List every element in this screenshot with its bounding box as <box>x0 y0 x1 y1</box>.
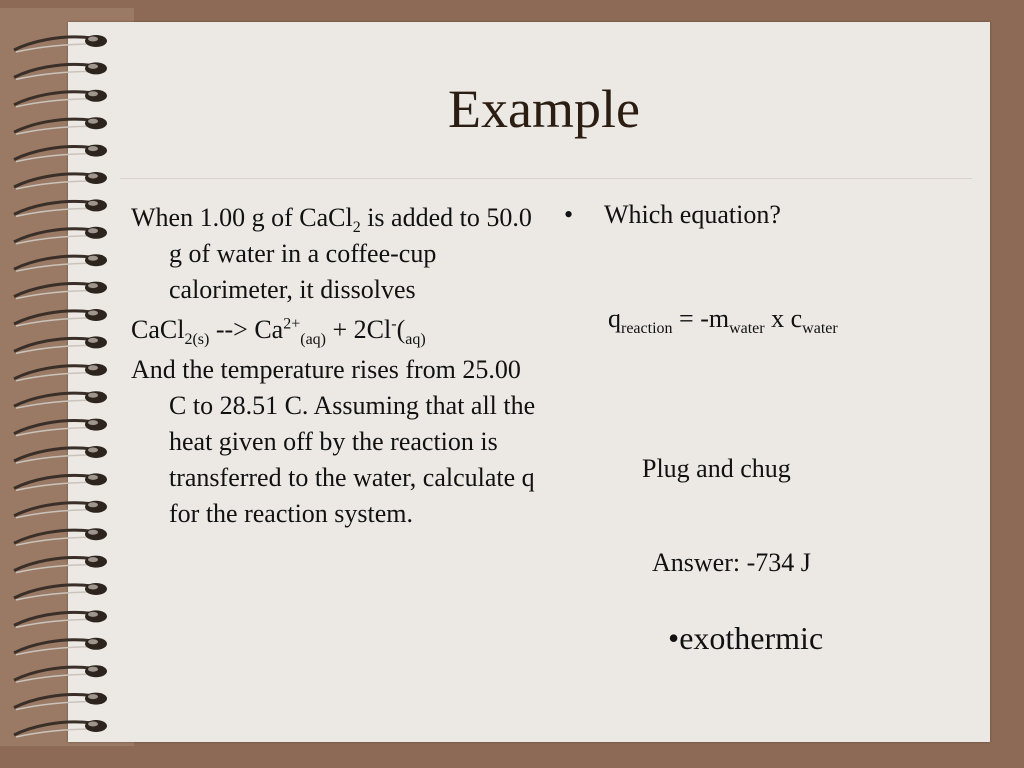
binding-ring <box>14 665 107 682</box>
binding-ring <box>14 446 107 463</box>
binding-ring <box>14 638 107 655</box>
binding-ring <box>14 720 107 737</box>
binding-ring <box>14 254 107 271</box>
binding-ring <box>14 172 107 189</box>
binding-ring <box>14 391 107 408</box>
problem-intro: When 1.00 g of CaCl$_2$ is added to 50.0 g of water in a coffee-cup calorimeter, it dissolves <box>131 203 532 304</box>
plug-and-chug-text: Plug and chug <box>642 454 791 483</box>
dissolution-equation: CaCl$_{2(s)}$ --> $Ca^{2+}_{(aq)} + 2Cl^-(_{aq)}$ <box>131 315 426 349</box>
binding-ring <box>14 282 107 299</box>
binding-ring <box>14 610 107 627</box>
title-divider <box>120 178 972 179</box>
binding-ring <box>14 419 107 436</box>
binding-ring <box>14 528 107 545</box>
binding-ring <box>14 556 107 573</box>
binding-ring <box>14 309 107 326</box>
binding-ring <box>14 35 107 52</box>
binding-ring <box>14 473 107 490</box>
exothermic-text: •exothermic <box>668 620 824 656</box>
binding-ring <box>14 693 107 710</box>
problem-text <box>131 200 541 536</box>
answer-text: Answer: -734 J <box>652 548 811 577</box>
binding-ring <box>14 364 107 381</box>
binding-ring <box>14 145 107 162</box>
heat-equation: $q_{reaction} = -m_{water}$ x $c_{water}$ <box>608 304 838 338</box>
binding-ring <box>14 583 107 600</box>
bullet-icon: • <box>564 200 574 229</box>
problem-question: And the temperature rises from 25.00 C to 28.51 C. Assuming that all the heat given off by the reaction is transferred to the water, calculate q for the reaction system. <box>131 355 536 528</box>
binding-ring <box>14 501 107 518</box>
binding-ring <box>14 227 107 244</box>
binding-ring <box>14 199 107 216</box>
binding-ring <box>14 62 107 79</box>
slide-title: Example <box>448 79 640 139</box>
binding-ring <box>14 336 107 353</box>
which-equation-bullet: • Which equation? <box>564 200 781 229</box>
